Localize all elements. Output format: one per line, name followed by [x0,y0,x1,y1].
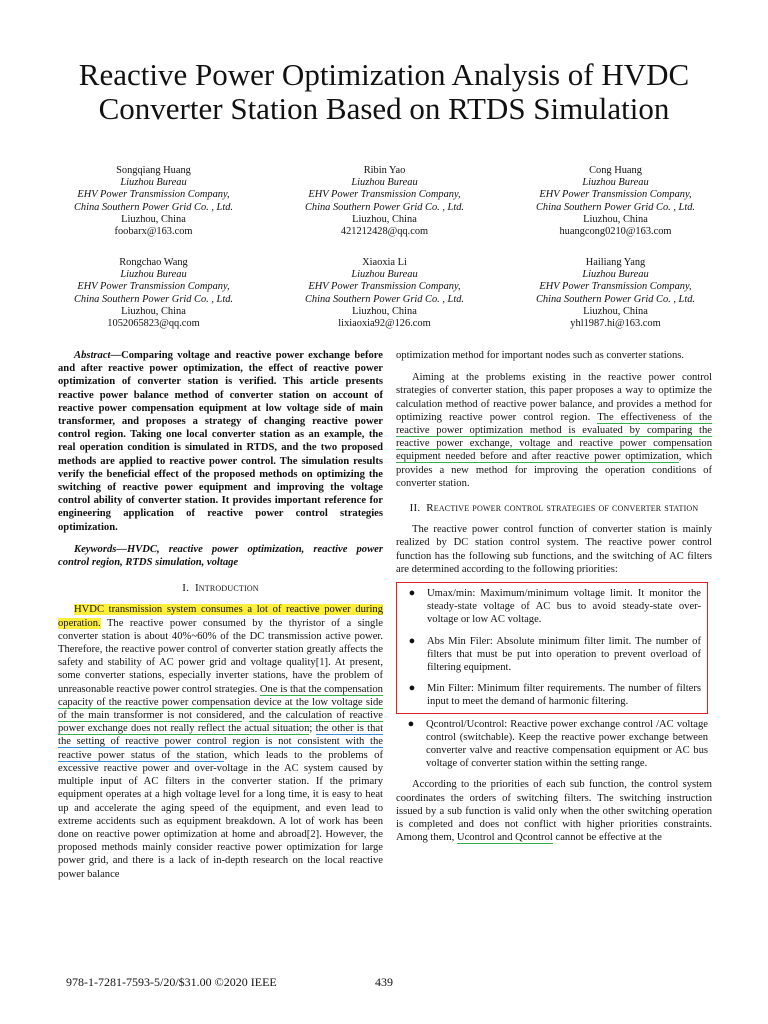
text-span: cannot be effective at the [552,832,662,844]
bullet-text: Qcontrol/Ucontrol: Reactive power exchange control /AC voltage control (switchable). Keep the reactive power exchange between converter valve and reactive compensation equipment or AC bus voltage of converter station within the setting range. [426,718,708,770]
underlined-sentence: Ucontrol and Qcontrol [456,832,553,844]
author-company: EHV Power Transmission Company, [539,281,692,293]
title-line-2: Converter Station Based on RTDS Simulation [98,91,670,126]
author-affiliation: Liuzhou Bureau [351,177,418,189]
section-title: Introduction [194,582,259,595]
author-block [38,165,269,238]
section-number: II. [409,502,421,515]
bullet-item [397,635,701,675]
bullet-text: Abs Min Filer: Absolute minimum filter limit. The number of filters that must be put into operation to prevent overload of filtering equipment. [427,635,701,674]
author-company: EHV Power Transmission Company, [308,189,461,201]
bullet-icon: ● [408,587,416,600]
bullet-icon: ● [408,682,416,695]
author-affiliation: Liuzhou Bureau [582,269,649,281]
author-organization: China Southern Power Grid Co. , Ltd. [304,293,465,305]
author-name: Hailiang Yang [585,257,646,268]
bullet-icon: ● [407,717,415,730]
page-number: 439 [375,975,393,989]
author-city: Liuzhou, China [121,213,186,225]
author-city: Liuzhou, China [583,213,648,225]
underlined-sentence: One is that the compensation capacity of the reactive power compensation device at the low voltage side of the main transformer is not considered [58,683,383,722]
author-affiliation: Liuzhou Bureau [582,177,649,189]
author-organization: China Southern Power Grid Co. , Ltd. [73,201,234,213]
bullet-item [396,718,712,771]
underlined-sentence: and the calculation of reactive power exchange does not really reflect the actual situation [58,710,383,735]
intro-paragraph [58,603,383,880]
section-heading-strategies [396,502,712,515]
author-organization: China Southern Power Grid Co. , Ltd. [304,201,465,213]
abstract-text: —Comparing voltage and reactive power exchange before and after reactive power optimization, the effect of reactive power optimization of converter station is verified. This article presents reactive power balance method of converter station on account of reactive power compensation equipment at low voltage side of main transformer, and proposes a strategy of changing reactive power control region. Taking one local converter station as an example, the real operation condition is simulated in RTDS, and the two proposed methods are applied to reactive power control. The simulation results verify the beneficial effect of the proposed methods on optimizing the switching of reactive power equipment and improving the voltage control ability of converter station. It provides important reference for engineering application of reactive power control strategies optimization. [58,350,383,533]
text-span: ; [309,723,316,735]
continued-paragraph: optimization method for important nodes such as converter stations. [396,350,685,361]
body-paragraph: The reactive power control function of converter station is mainly realized by DC station control system. The reactive power control function has the following sub functions, and the switching of AC filters are determined according to the following priorities: [396,524,712,575]
author-organization: China Southern Power Grid Co. , Ltd. [73,293,234,305]
author-name: Ribin Yao [363,165,406,176]
author-email: huangcong0210@163.com [559,226,672,238]
author-email: lixiaoxia92@126.com [338,318,431,330]
author-city: Liuzhou, China [352,305,417,317]
bullet-icon: ● [408,634,416,647]
author-email: 421212428@qq.com [340,226,429,238]
title-line-1: Reactive Power Optimization Analysis of HVDC [78,57,690,92]
abstract-label: Abstract [74,350,111,361]
text-span: According to the priorities of each sub function, the control system coordinates the orders of switching filters. The switching instruction issued by a sub function is valid only when the other switching operation is completed and does not conflict with higher priorities constraints. Among them, [396,779,712,844]
left-column [58,349,383,881]
author-company: EHV Power Transmission Company, [77,189,230,201]
author-company: EHV Power Transmission Company, [308,281,461,293]
author-affiliation: Liuzhou Bureau [351,269,418,281]
author-name: Cong Huang [589,165,642,176]
bullet-text: Min Filter: Minimum filter requirements. The number of filters input to meet the demand of harmonic filtering. [427,683,701,708]
author-affiliation: Liuzhou Bureau [120,177,187,189]
author-block [38,257,269,330]
text-span: , [242,710,250,722]
bullet-text: Umax/min: Maximum/minimum voltage limit. It monitor the steady-state voltage of AC bus to avoid steady-state over-voltage or low AC voltage. [427,588,701,626]
author-city: Liuzhou, China [352,213,417,225]
section-number: I. [182,582,190,595]
author-email: foobarx@163.com [114,226,193,238]
underlined-sentence: the other is that the setting of reactive power control region is not consistent with the reactive power status of the station [58,723,384,761]
author-company: EHV Power Transmission Company, [77,281,230,293]
underlined-sentence: The effectiveness of the reactive power optimization method is evaluated by comparing the reactive power exchange, voltage and reactive power compensation equipment needed before and after reactive power optimization [396,411,712,463]
abstract [58,349,383,534]
keywords: Keywords—HVDC, reactive power optimization, reactive power control region, RTDS simulation, voltage [58,543,383,569]
author-company: EHV Power Transmission Company, [539,189,692,201]
author-city: Liuzhou, China [121,305,186,317]
author-block [269,257,500,330]
highlighted-sentence: HVDC transmission system consumes a lot of reactive power during operation. [58,604,383,629]
text-span: Aiming at the problems existing in the reactive power control strategies of converter station, this paper proposes a way to optimize the calculation method of reactive power balance, and provides a method for optimizing reactive power control region. [396,372,712,423]
text-span: , which leads to the problems of excessive reactive power and over-voltage in the AC system caused by multiple input of AC filters in the converter station. If the primary equipment operates at a high voltage level for a long time, it is easy to heat up and accelerate the aging speed of the equipment, and even lead to extreme accidents such as equipment breakdown. A lot of work has been done on reactive power optimization at home and abroad[2]. However, the proposed methods mainly consider reactive power optimization for large power grid, and there is a lack of in-depth research on the local reactive power balance [58,749,383,880]
right-column [396,349,712,845]
bullet-item [397,587,701,627]
body-paragraph [396,371,712,490]
author-city: Liuzhou, China [583,305,648,317]
copyright-footer: 978-1-7281-7593-5/20/$31.00 ©2020 IEEE [66,975,277,989]
red-annotation-box [396,582,708,714]
author-affiliation: Liuzhou Bureau [120,269,187,281]
author-block [500,165,731,238]
section-title: Reactive power control strategies of converter station [426,502,699,515]
section-heading-introduction [58,582,383,595]
author-name: Rongchao Wang [119,257,188,268]
author-name: Xiaoxia Li [362,257,407,268]
author-email: 1052065823@qq.com [107,318,200,330]
body-paragraph [396,778,712,844]
author-name: Songqiang Huang [116,165,191,176]
bullet-item [397,682,701,708]
author-block [500,257,731,330]
author-block [269,165,500,238]
paper-title [40,58,728,126]
author-organization: China Southern Power Grid Co. , Ltd. [535,293,696,305]
author-organization: China Southern Power Grid Co. , Ltd. [535,201,696,213]
text-span: , which provides a new method for improving the operation conditions of converter station. [396,451,712,489]
author-email: yhl1987.hi@163.com [570,318,661,330]
text-span: The reactive power consumed by the thyristor of a single converter station is about 40%~60% of the DC transmission active power. Therefore, the reactive power control of converter station greatly affects the safety and stability of AC power grid and voltage quality[1]. At present, some converter stations, especially inverter stations, have the problem of unreasonable reactive power control strategies. [58,617,383,695]
